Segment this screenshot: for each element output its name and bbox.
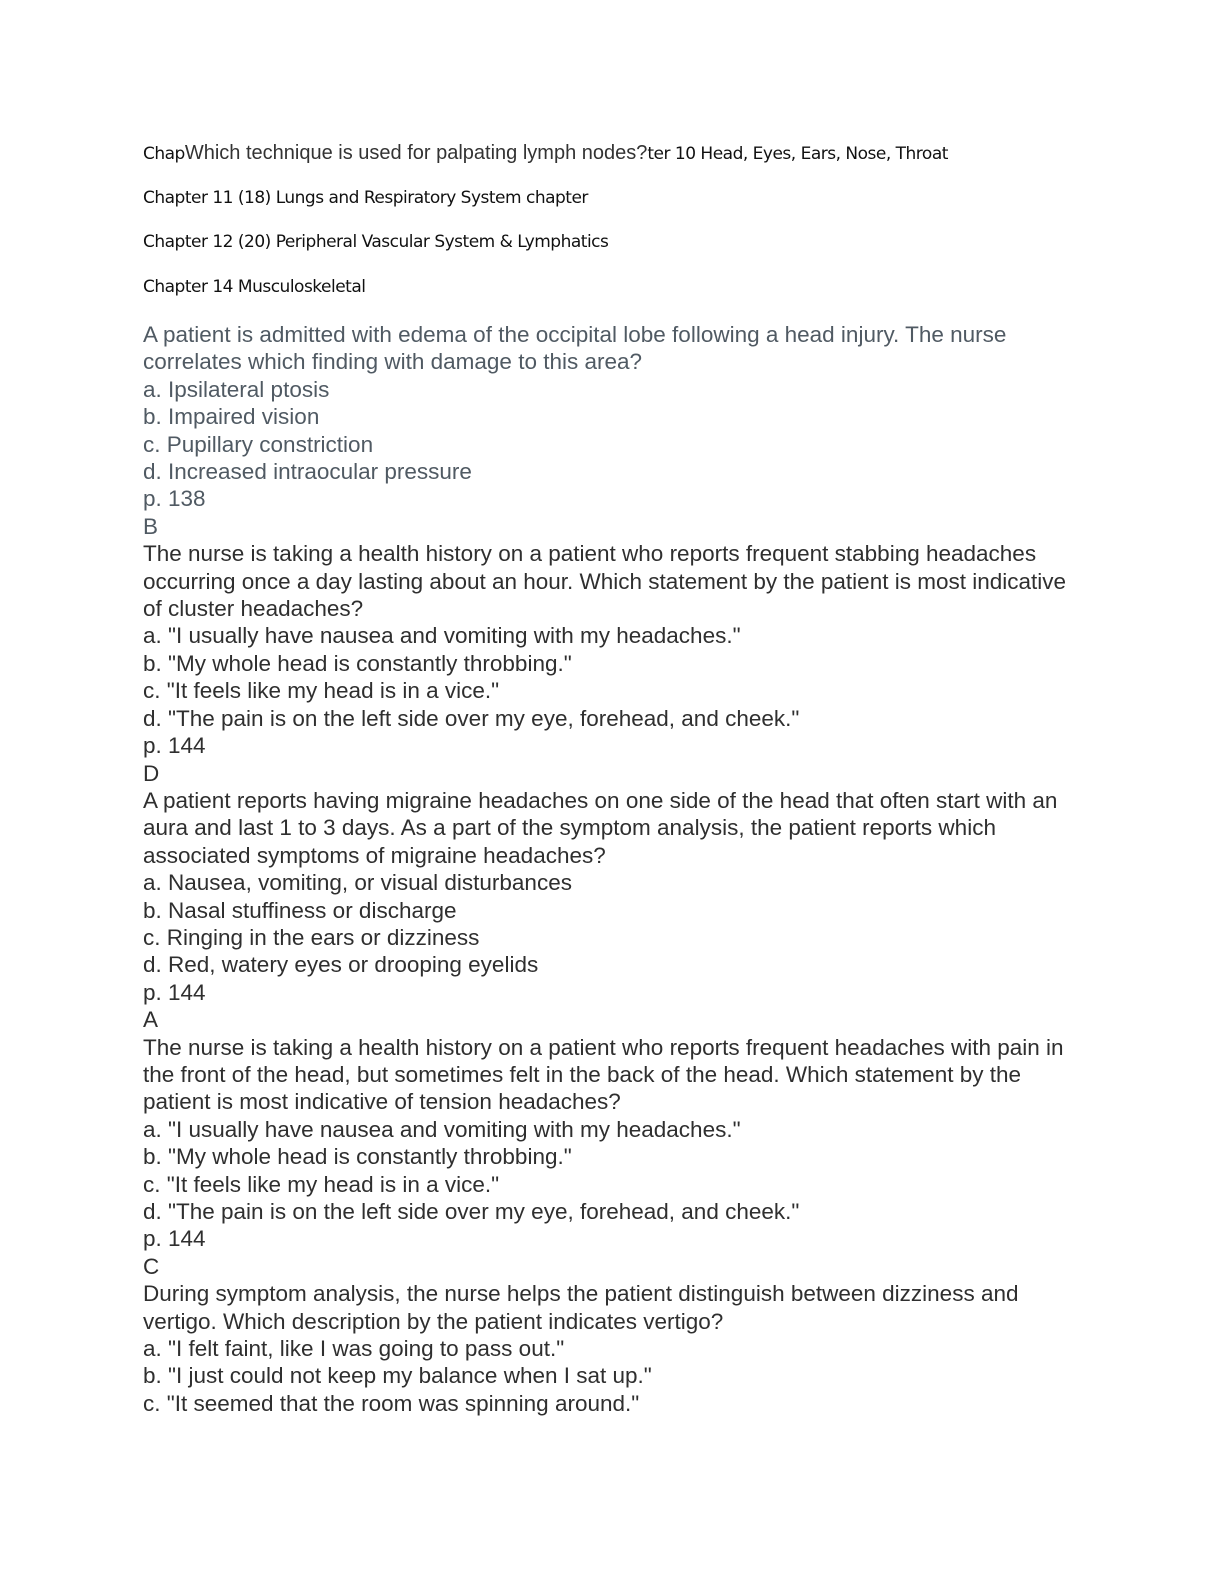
answer-option: c. "It feels like my head is in a vice." [143, 678, 500, 704]
document-page [143, 143, 1083, 1417]
answer-option: c. "It seemed that the room was spinning around." [143, 1390, 640, 1416]
page-reference: p. 138 [143, 486, 206, 512]
question-stem: The nurse is taking a health history on a patient who reports frequent headaches with pain in the front of the head, but sometimes felt in the back of the head. Which statement by the patient is most indicative of tension headaches? [143, 1034, 1070, 1115]
answer-option: d. "The pain is on the left side over my eye, forehead, and cheek." [143, 1199, 800, 1224]
correct-answer: C [143, 1253, 160, 1279]
correct-answer: D [143, 760, 160, 786]
answer-option: a. "I usually have nausea and vomiting with my headaches." [143, 623, 741, 649]
question-block [143, 787, 1083, 1034]
answer-option: a. "I felt faint, like I was going to pass out." [143, 1336, 565, 1362]
chapter-heading-12: Chapter 12 (20) Peripheral Vascular System & Lymphatics [143, 232, 609, 252]
chapter-heading-11: Chapter 11 (18) Lungs and Respiratory System chapter [143, 187, 588, 208]
question-list [143, 321, 1083, 1417]
question-stem: The nurse is taking a health history on a patient who reports frequent stabbing headaches occurring once a day lasting about an hour. Which statement by the patient is most indicative of cluster headaches? [143, 541, 1073, 622]
chapter-heading-14: Chapter 14 Musculoskeletal [143, 276, 366, 297]
question-block [143, 1034, 1083, 1281]
answer-option: c. Ringing in the ears or dizziness [143, 924, 480, 950]
answer-option: a. Ipsilateral ptosis [143, 376, 330, 402]
page-reference: p. 144 [143, 979, 206, 1005]
answer-option: b. "My whole head is constantly throbbing." [143, 1144, 572, 1170]
answer-option: b. "My whole head is constantly throbbing." [143, 650, 572, 676]
answer-option: a. "I usually have nausea and vomiting with my headaches." [143, 1116, 741, 1142]
question-stem: During symptom analysis, the nurse helps the patient distinguish between dizziness and vertigo. Which description by the patient indicates vertigo? [143, 1281, 1025, 1334]
question-stem: A patient is admitted with edema of the occipital lobe following a head injury. The nurse correlates which finding with damage to this area? [143, 322, 1013, 375]
question-block [143, 321, 1083, 540]
answer-option: b. Impaired vision [143, 404, 320, 430]
answer-option: c. Pupillary constriction [143, 431, 374, 457]
answer-option: b. Nasal stuffiness or discharge [143, 897, 457, 923]
answer-option: d. "The pain is on the left side over my eye, forehead, and cheek." [143, 705, 800, 731]
answer-option: c. "It feels like my head is in a vice." [143, 1171, 500, 1197]
page-reference: p. 144 [143, 1226, 206, 1252]
question-block [143, 540, 1083, 787]
chapter-heading-10: ChapWhich technique is used for palpating lymph nodes?ter 10 Head, Eyes, Ears, Nose, Throat [143, 142, 948, 164]
answer-option: d. Increased intraocular pressure [143, 459, 472, 485]
inserted-question-text: Which technique is used for palpating lymph nodes? [184, 142, 648, 164]
question-stem: A patient reports having migraine headaches on one side of the head that often start with an aura and last 1 to 3 days. As a part of the symptom analysis, the patient reports which associated symptoms of migraine headaches? [143, 787, 1064, 868]
correct-answer: B [143, 513, 159, 539]
answer-option: d. Red, watery eyes or drooping eyelids [143, 952, 539, 978]
question-block [143, 1280, 1083, 1417]
correct-answer: A [143, 1007, 159, 1033]
page-reference: p. 144 [143, 733, 206, 759]
answer-option: a. Nausea, vomiting, or visual disturbances [143, 870, 572, 896]
answer-option: b. "I just could not keep my balance when I sat up." [143, 1363, 652, 1389]
